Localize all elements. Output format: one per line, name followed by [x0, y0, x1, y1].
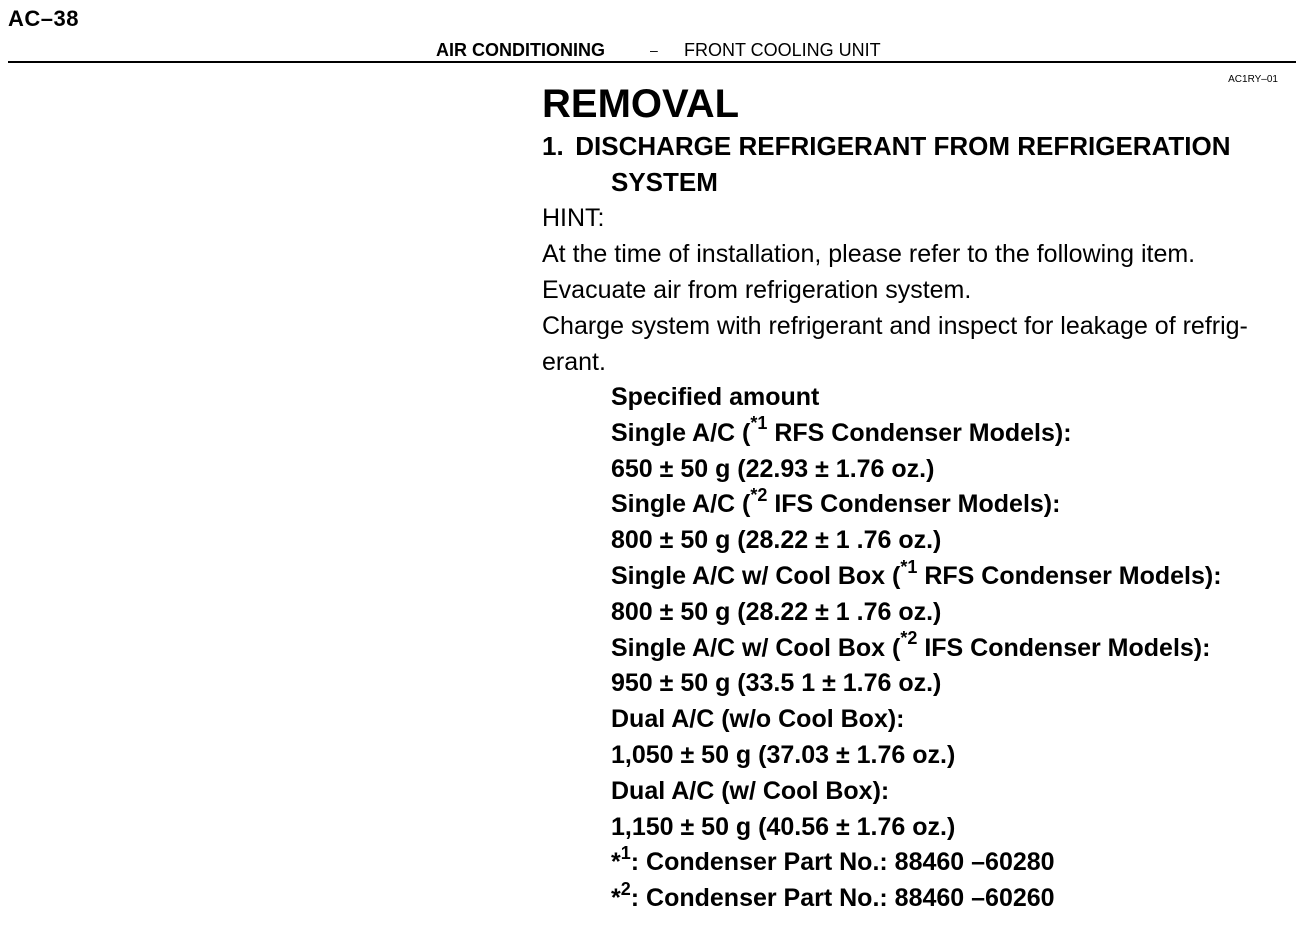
footnote-mark: *1 — [750, 413, 768, 434]
spec-model-text: RFS Condenser Models): — [767, 418, 1072, 447]
header-divider — [8, 61, 1296, 63]
footnote — [542, 878, 1302, 917]
spec-model-text: IFS Condenser Models): — [917, 633, 1211, 662]
hint-label: HINT: — [542, 204, 605, 232]
section-title: AIR CONDITIONING — [436, 40, 605, 60]
subsection-title: FRONT COOLING UNIT — [684, 40, 881, 60]
spec-model-text: IFS Condenser Models): — [767, 490, 1061, 519]
spec-model-text: Single A/C w/ Cool Box ( — [611, 561, 901, 590]
spec-amount: 800 ± 50 g (28.22 ± 1 .76 oz.) — [611, 597, 942, 626]
spec-model-row: Dual A/C (w/ Cool Box): — [611, 776, 890, 805]
page-id: AC–38 — [8, 6, 79, 31]
footnote-mark: *2 — [750, 485, 768, 506]
footnote-mark: *2 — [900, 628, 918, 649]
footnote-number: 2 — [620, 878, 631, 899]
spec-model-text: RFS Condenser Models): — [917, 561, 1222, 590]
spec-model-row: Dual A/C (w/o Cool Box): — [611, 705, 905, 734]
spec-model-text: Single A/C ( — [611, 490, 751, 519]
footnote-text: : Condenser Part No.: 88460 –60280 — [630, 848, 1055, 877]
step-heading-line2: SYSTEM — [611, 167, 718, 197]
spec-heading: Specified amount — [611, 383, 820, 411]
spec-model-row — [542, 628, 1302, 667]
document-code: AC1RY–01 — [1228, 74, 1278, 85]
spec-model-row — [542, 556, 1302, 595]
step-number: 1. — [542, 131, 564, 161]
hint-line: erant. — [542, 348, 606, 376]
spec-model-row — [542, 487, 1302, 523]
footnote-star: * — [611, 848, 621, 877]
hint-line: At the time of installation, please refer to the following item. — [542, 240, 1196, 268]
spec-model-row — [542, 413, 1302, 452]
footnote-text: : Condenser Part No.: 88460 –60260 — [630, 884, 1055, 913]
header-separator: – — [650, 42, 658, 58]
spec-amount: 650 ± 50 g (22.93 ± 1.76 oz.) — [611, 454, 935, 483]
footnote-mark: *1 — [900, 556, 918, 577]
footnote-star: * — [611, 884, 621, 913]
footnote — [542, 845, 1302, 881]
main-content — [542, 80, 1302, 917]
spec-amount: 800 ± 50 g (28.22 ± 1 .76 oz.) — [611, 526, 942, 555]
hint-line: Charge system with refrigerant and inspect for leakage of refrig- — [542, 312, 1248, 340]
page-title: REMOVAL — [542, 82, 740, 126]
footnote-number: 1 — [620, 843, 631, 864]
step-heading-line1: DISCHARGE REFRIGERANT FROM REFRIGERATION — [575, 131, 1231, 161]
hint-line: Evacuate air from refrigeration system. — [542, 276, 972, 304]
spec-amount: 950 ± 50 g (33.5 1 ± 1.76 oz.) — [611, 669, 942, 698]
spec-model-text: Single A/C ( — [611, 418, 751, 447]
spec-amount: 1,050 ± 50 g (37.03 ± 1.76 oz.) — [611, 740, 956, 769]
spec-amount: 1,150 ± 50 g (40.56 ± 1.76 oz.) — [611, 812, 956, 841]
spec-model-text: Single A/C w/ Cool Box ( — [611, 633, 901, 662]
step-heading — [542, 128, 1302, 200]
